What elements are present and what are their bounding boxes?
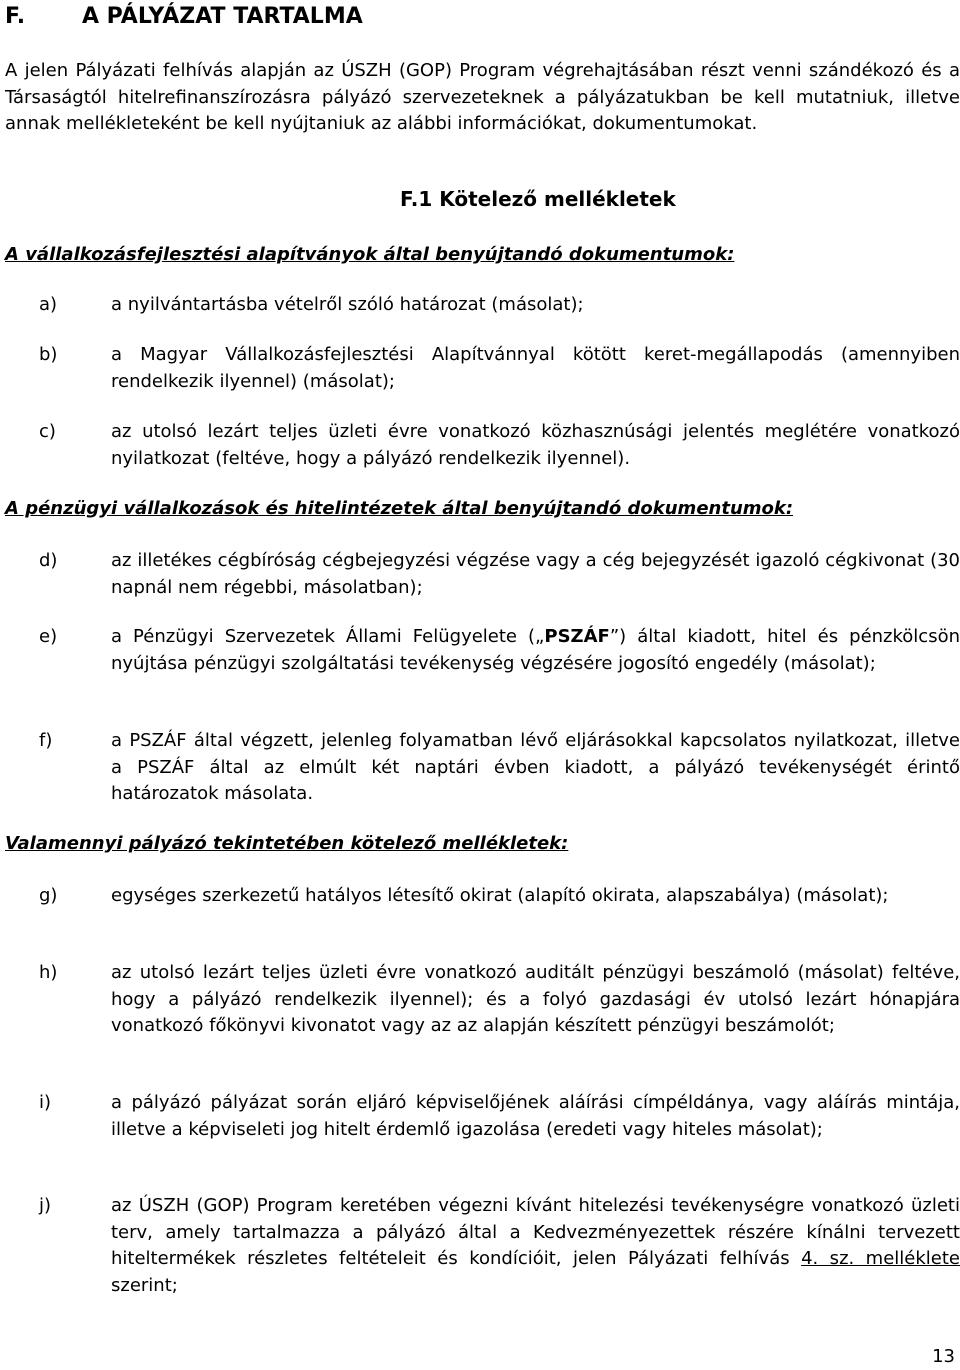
- item-letter: a): [39, 294, 58, 315]
- section-title-text: A PÁLYÁZAT TARTALMA: [82, 4, 363, 29]
- item-text: az utolsó lezárt teljes üzleti évre vonatkozó közhasznúsági jelentés meglétére vonatkozó nyilatkozat (feltéve, hogy a pályázó rendelkezik ilyennel).: [111, 421, 960, 469]
- annex-reference-link[interactable]: 4. sz. melléklete: [801, 1248, 960, 1269]
- item-letter: b): [39, 344, 58, 365]
- group-heading-all-applicants: Valamennyi pályázó tekintetében kötelező mellékletek:: [5, 833, 569, 854]
- item-text: [111, 624, 960, 677]
- item-letter: e): [39, 626, 58, 647]
- page-number: 13: [932, 1346, 955, 1367]
- item-text: az utolsó lezárt teljes üzleti évre vonatkozó auditált pénzügyi beszámoló (másolat) feltéve, hogy a pályázó rendelkezik ilyennel); és a folyó gazdasági év utolsó lezárt hónapjára vonatkozó főkönyvi kivonatot vagy az az alapján készített pénzügyi beszámolót;: [111, 962, 960, 1036]
- item-text: az illetékes cégbíróság cégbejegyzési végzése vagy a cég bejegyzését igazoló cégkivonat (30 napnál nem régebbi, másolatban);: [111, 550, 960, 598]
- subsection-title: F.1 Kötelező mellékletek: [400, 187, 676, 211]
- item-text-part: a Pénzügyi Szervezetek Állami Felügyelete („: [111, 626, 545, 647]
- item-text: a PSZÁF által végzett, jelenleg folyamatban lévő eljárásokkal kapcsolatos nyilatkozat, illetve a PSZÁF által az elmúlt két naptári évben kiadott, a pályázó tevékenységét érintő határozatok másolata.: [111, 730, 960, 804]
- item-text: egységes szerkezetű hatályos létesítő okirat (alapító okirata, alapszabálya) (másolat);: [111, 885, 889, 906]
- intro-paragraph: A jelen Pályázati felhívás alapján az ÚSZH (GOP) Program végrehajtásában részt venni szándékozó és a Társaságtól hitelrefinanszírozásra pályázó szervezeteknek a pályázatukban be kell mutatniuk, illetve annak mellékleteként be kell nyújtaniuk az alábbi információkat, dokumentumokat.: [5, 60, 960, 134]
- item-letter: h): [39, 962, 58, 983]
- item-text: [111, 1193, 960, 1299]
- item-text-part: szerint;: [111, 1274, 178, 1296]
- pszaf-abbreviation: PSZÁF: [544, 626, 610, 647]
- item-letter: c): [39, 421, 56, 442]
- item-letter: j): [39, 1195, 52, 1216]
- item-text: a nyilvántartásba vételről szóló határozat (másolat);: [111, 294, 584, 315]
- group-heading-financial-institutions: A pénzügyi vállalkozások és hitelintézetek által benyújtandó dokumentumok:: [5, 498, 794, 519]
- item-letter: f): [39, 730, 53, 751]
- item-text-part: ”) által kiadott, hitel és pénzkölcsön nyújtása pénzügyi szolgáltatási tevékenység végzésére jogosító engedély (másolat);: [111, 626, 960, 674]
- section-number: F.: [5, 4, 26, 29]
- item-text-part: az ÚSZH (GOP) Program keretében végezni kívánt hitelezési tevékenységre vonatkozó üzleti terv, amely tartalmazza a pályázó által a Kedvezményezettek részére kínálni tervezett hiteltermékek részletes feltételeit és kondícióit, jelen Pályázati felhívás: [111, 1195, 960, 1269]
- section-title: [5, 4, 363, 30]
- item-letter: i): [39, 1092, 52, 1113]
- item-letter: g): [39, 885, 58, 906]
- item-text: a Magyar Vállalkozásfejlesztési Alapítvánnyal kötött keret-megállapodás (amennyiben rendelkezik ilyennel) (másolat);: [111, 344, 960, 392]
- group-heading-foundations: A vállalkozásfejlesztési alapítványok által benyújtandó dokumentumok:: [5, 244, 735, 265]
- item-letter: d): [39, 550, 58, 571]
- item-text: a pályázó pályázat során eljáró képviselőjének aláírási címpéldánya, vagy aláírás mintája, illetve a képviseleti jog hitelt érdemlő igazolása (eredeti vagy hiteles másolat);: [111, 1092, 960, 1140]
